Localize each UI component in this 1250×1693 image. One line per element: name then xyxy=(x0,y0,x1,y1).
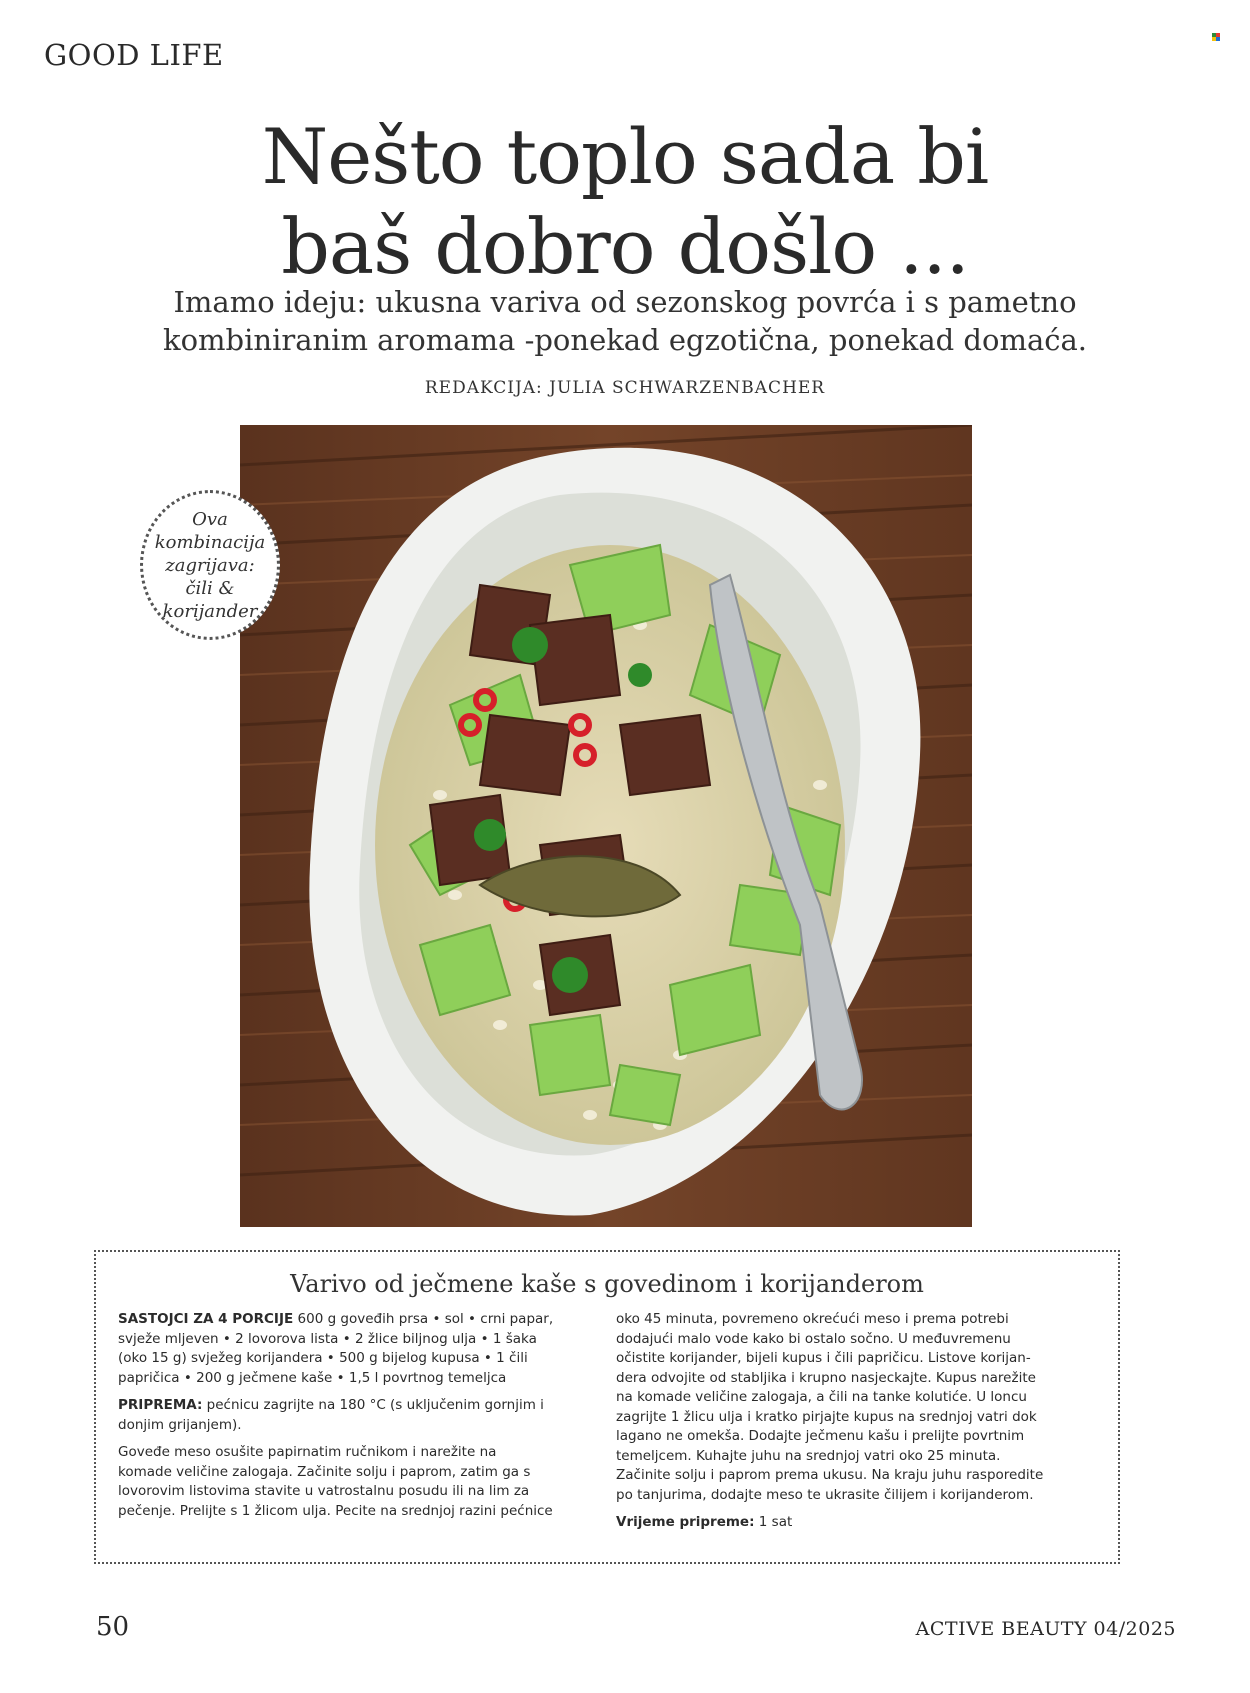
badge-line: Ova xyxy=(192,508,228,530)
badge-text xyxy=(155,508,266,623)
method-text: pečenje. Prelijte s 1 žlicom ulja. Pecite na srednjoj razini pećnice xyxy=(118,1502,553,1519)
ingredients-text: (oko 15 g) svježeg korijandera • 500 g bijelog kupusa • 1 čili xyxy=(118,1350,528,1366)
callout-badge xyxy=(140,490,280,640)
prep-time xyxy=(616,1513,1106,1533)
badge-line: čili & xyxy=(185,577,235,599)
prep-time-label: Vrijeme pripreme: xyxy=(616,1514,755,1530)
recipe-title: Varivo od ječmene kaše s govedinom i korijanderom xyxy=(290,1270,924,1298)
deck xyxy=(0,283,1250,359)
stew-photo xyxy=(240,425,972,1227)
method-text: po tanjurima, dodajte meso te ukrasite čilijem i korijanderom. xyxy=(616,1486,1034,1503)
method-text: lovorovim listovima stavite u vatrostalnu posudu ili na lim za xyxy=(118,1483,530,1499)
headline-line-2: baš dobro došlo ... xyxy=(281,202,969,291)
method-text: dodajući malo vode kako bi ostalo sočno. U međuvremenu xyxy=(616,1330,1011,1347)
corner-color-mark xyxy=(1212,33,1221,41)
ingredients-text: 600 g goveđih prsa • sol • crni papar, xyxy=(293,1311,554,1327)
method-text: komade veličine zalogaja. Začinite solju i paprom, zatim ga s xyxy=(118,1463,531,1480)
method-text: temeljcem. Kuhajte juhu na srednjoj vatri oko 25 minuta. xyxy=(616,1447,1001,1464)
recipe-column-left xyxy=(118,1310,598,1529)
method-text: dera odvojite od stabljika i krupno nasjeckajte. Kupus narežite xyxy=(616,1369,1036,1386)
recipe-column-right xyxy=(616,1310,1106,1541)
badge-line: korijander xyxy=(162,600,258,622)
prep-paragraph xyxy=(118,1396,598,1435)
ingredients-text: svježe mljeven • 2 lovorova lista • 2 žlice biljnog ulja • 1 šaka xyxy=(118,1330,537,1347)
prep-text: donjim grijanjem). xyxy=(118,1416,242,1433)
ingredients-paragraph xyxy=(118,1310,598,1388)
method-text: oko 45 minuta, povremeno okrećući meso i prema potrebi xyxy=(616,1311,1009,1327)
headline-line-1: Nešto toplo sada bi xyxy=(261,112,989,201)
recipe-box xyxy=(94,1250,1120,1564)
ingredients-text: papričica • 200 g ječmene kaše • 1,5 l povrtnog temeljca xyxy=(118,1369,507,1386)
method-paragraph-right xyxy=(616,1310,1106,1505)
prep-text: pećnicu zagrijte na 180 °C (s uključenim gornjim i xyxy=(202,1397,544,1413)
prep-time-value: 1 sat xyxy=(754,1514,793,1530)
badge-line: kombinacija xyxy=(154,531,266,553)
method-text: na komade veličine zalogaja, a čili na tanke kolutiće. U loncu xyxy=(616,1389,1027,1405)
method-text: Začinite solju i paprom prema ukusu. Na kraju juhu rasporedite xyxy=(616,1467,1044,1483)
method-paragraph-left xyxy=(118,1443,598,1521)
headline xyxy=(0,112,1250,292)
byline: REDAKCIJA: JULIA SCHWARZENBACHER xyxy=(424,378,826,398)
method-text: očistite korijander, bijeli kupus i čili papričicu. Listove korijan- xyxy=(616,1350,1031,1366)
method-text: Goveđe meso osušite papirnatim ručnikom i narežite na xyxy=(118,1444,497,1460)
badge-line: zagrijava: xyxy=(165,554,255,576)
deck-line-1: Imamo ideju: ukusna variva od sezonskog povrća i s pametno xyxy=(173,285,1077,319)
method-text: lagano ne omekša. Dodajte ječmenu kašu i prelijte povrtnim xyxy=(616,1428,1025,1444)
deck-line-2: kombiniranim aromama -ponekad egzotična, ponekad domaća. xyxy=(163,323,1087,357)
page-number: 50 xyxy=(96,1612,130,1642)
ingredients-label: SASTOJCI ZA 4 PORCIJE xyxy=(118,1311,294,1327)
prep-label: PRIPREMA: xyxy=(118,1397,203,1413)
section-label: GOOD LIFE xyxy=(44,38,224,72)
method-text: zagrijte 1 žlicu ulja i kratko pirjajte kupus na srednjoj vatri dok xyxy=(616,1408,1037,1425)
magazine-issue: ACTIVE BEAUTY 04/2025 xyxy=(915,1618,1176,1640)
